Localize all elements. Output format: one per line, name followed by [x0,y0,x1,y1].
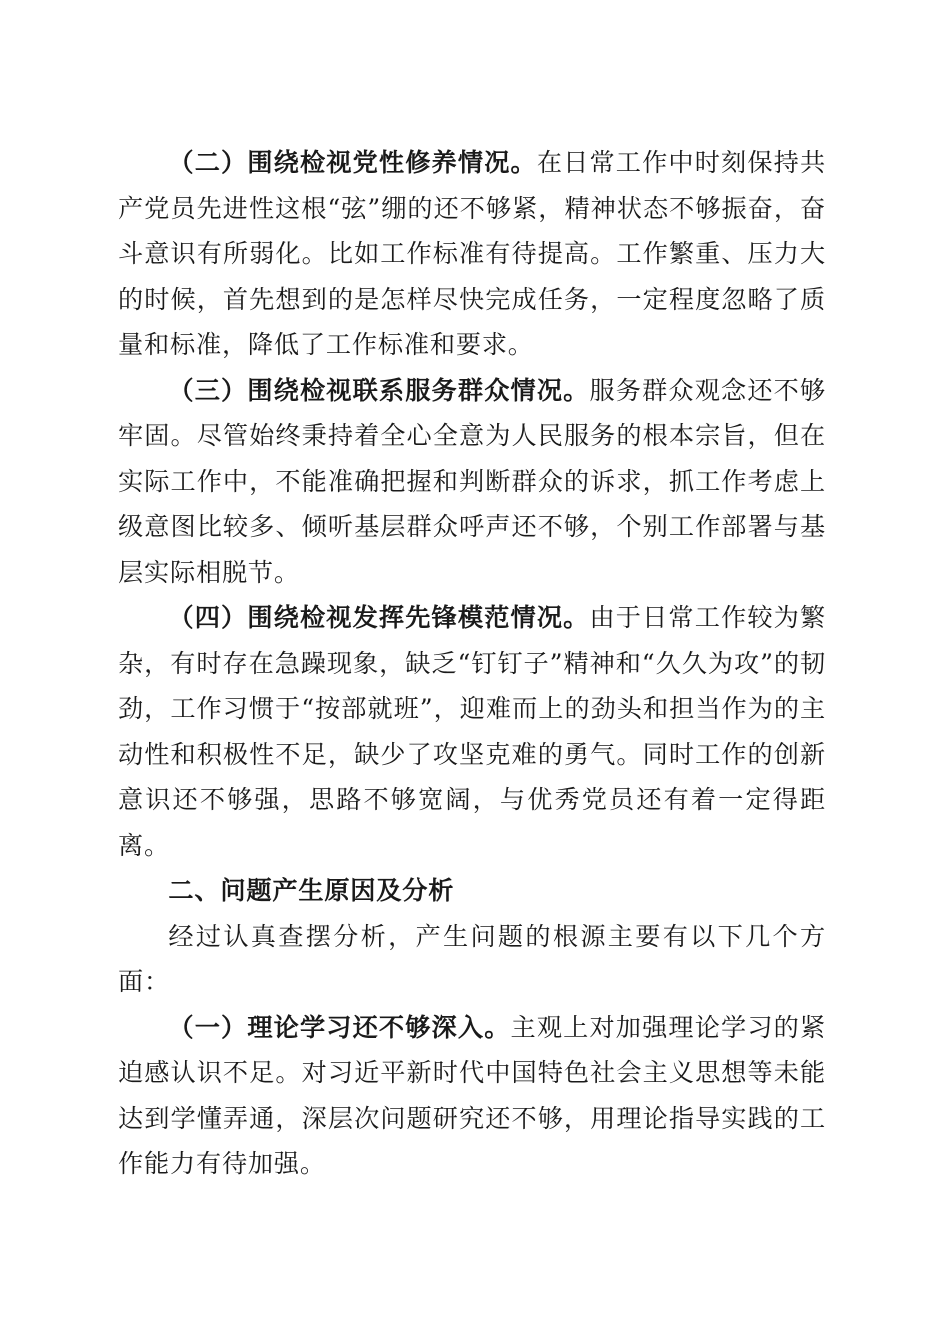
section-intro: 经过认真查摆分析，产生问题的根源主要有以下几个方面： [118,921,826,996]
paragraph-text: 在日常工作中时刻保持共产党员先进性这根“弦”绷的还不够紧，精神状态不够振奋，奋斗意识有所弱化。比如工作标准有待提高。工作繁重、压力大的时候，首先想到的是怎样尽快完成任务，一定程度忽略了质量和标准，降低了工作标准和要求。 [118,148,826,359]
paragraph-vanguard-role [118,595,826,868]
paragraph-text: 服务群众观念还不够牢固。尽管始终秉持着全心全意为人民服务的根本宗旨，但在实际工作中，不能准确把握和判断群众的诉求，抓工作考虑上级意图比较多、倾听基层群众呼声还不够，个别工作部署与基层实际相脱节。 [118,375,826,587]
document-page [118,140,826,1187]
paragraph-text: 主观上对加强理论学习的紧迫感认识不足。对习近平新时代中国特色社会主义思想等未能达到学懂弄通，深层次问题研究还不够，用理论指导实践的工作能力有待加强。 [118,1012,826,1178]
paragraph-party-spirit [118,140,826,368]
paragraph-serve-masses [118,368,826,596]
paragraph-heading: （三）围绕检视联系服务群众情况。 [168,375,590,405]
paragraph-text: 由于日常工作较为繁杂，有时存在急躁现象，缺乏“钉钉子”精神和“久久为攻”的韧劲，工作习惯于“按部就班”，迎难而上的劲头和担当作为的主动性和积极性不足，缺少了攻坚克难的勇气。同时工作的创新意识还不够强，思路不够宽阔，与优秀党员还有着一定得距离。 [118,603,826,860]
paragraph-heading: （一）理论学习还不够深入。 [168,1012,511,1042]
section-heading: 二、问题产生原因及分析 [168,876,455,905]
paragraph-theory-study [118,1005,826,1187]
paragraph-heading: （二）围绕检视党性修养情况。 [168,148,537,177]
paragraph-heading: （四）围绕检视发挥先锋模范情况。 [168,603,590,632]
